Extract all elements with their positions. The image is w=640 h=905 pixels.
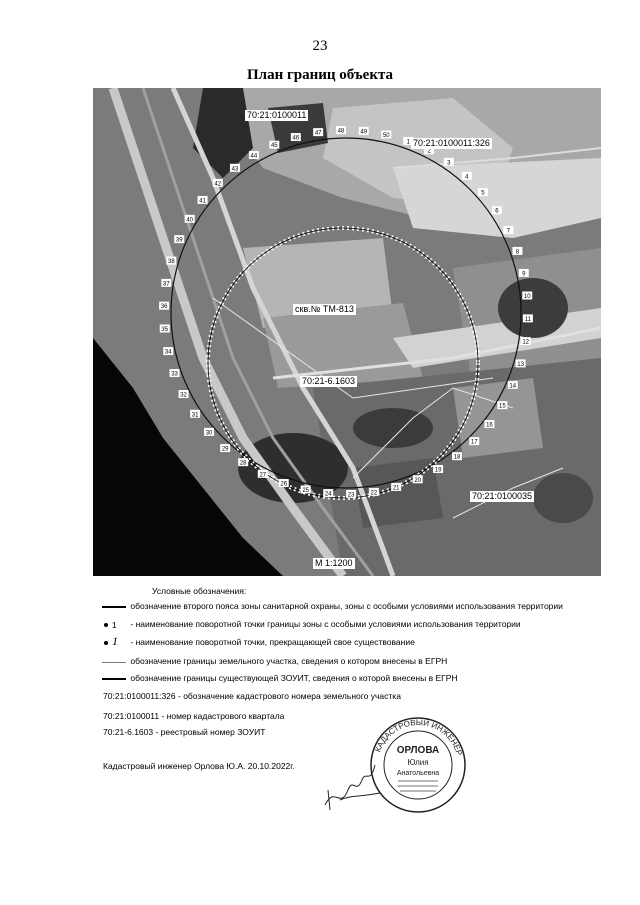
svg-text:30: 30 [205,430,213,437]
registry-note: 70:21-6.1603 - реестровый номер ЗОУИТ [103,727,266,737]
boundary-point [213,179,223,188]
svg-text:19: 19 [434,467,442,474]
engineer-line: Кадастровый инженер Орлова Ю.А. 20.10.2022г. [103,761,295,771]
svg-text:41: 41 [199,198,206,205]
svg-text:45: 45 [270,143,278,150]
boundary-point [523,314,533,323]
boundary-point [179,390,189,399]
boundary-point [220,444,230,453]
svg-text:14: 14 [509,383,517,390]
svg-text:9: 9 [522,271,526,278]
svg-text:5: 5 [481,190,485,197]
svg-text:32: 32 [180,392,187,399]
boundary-point [522,292,532,301]
thick-line-symbol [100,673,128,685]
svg-text:35: 35 [161,326,169,333]
boundary-point [462,172,472,181]
boundary-point [516,359,526,368]
boundary-point [452,452,462,461]
boundary-point [484,420,494,429]
svg-text:20: 20 [414,477,422,484]
boundary-point [163,347,173,356]
boundary-point [359,127,369,136]
boundary-point [497,401,507,410]
svg-text:29: 29 [221,446,229,453]
boundary-point [161,279,171,288]
boundary-point [508,381,518,390]
legend-title: Условные обозначения: [152,586,247,596]
stamp-surname: ОРЛОВА [396,745,440,756]
boundary-point [503,226,513,235]
legend-item: обозначение границы земельного участка, сведения о котором внесены в ЕГРН [100,655,447,667]
svg-text:27: 27 [259,472,267,479]
svg-text:49: 49 [360,129,368,136]
cadastral-number-note: 70:21:0100011:326 - обозначение кадастрового номера земельного участка [103,691,401,701]
boundary-point [444,158,454,167]
map-canvas [93,88,601,576]
boundary-point [170,369,180,378]
svg-text:33: 33 [171,371,178,378]
svg-text:17: 17 [470,439,478,446]
boundary-point [160,324,170,333]
svg-text:40: 40 [186,217,194,224]
boundary-point [174,235,184,244]
boundary-point [258,470,268,479]
svg-text:16: 16 [486,422,493,429]
svg-text:21: 21 [392,485,400,492]
legend-item: 1 - наименование поворотной точки, прекращающей свое существование [100,636,415,648]
well-label: скв.№ ТМ-813 [295,304,354,314]
svg-text:36: 36 [160,304,168,311]
svg-text:48: 48 [337,128,345,135]
svg-text:34: 34 [164,349,172,356]
svg-text:38: 38 [168,259,175,266]
svg-text:18: 18 [453,454,461,461]
boundary-point [313,128,323,137]
stamp-patronymic: Анатольевна [396,770,440,777]
quarter-label: 70:21:0100011 [247,110,307,120]
svg-text:28: 28 [239,460,247,467]
boundary-point [166,257,176,266]
svg-text:22: 22 [370,490,378,497]
boundary-point [238,458,248,467]
svg-text:15: 15 [498,403,506,410]
scale-label: М 1:1200 [315,558,353,568]
svg-text:44: 44 [250,153,258,160]
boundary-point [279,479,289,488]
svg-text:6: 6 [495,208,499,215]
svg-text:2: 2 [427,148,431,155]
svg-text:4: 4 [465,174,469,181]
svg-text:37: 37 [162,281,170,288]
svg-text:47: 47 [314,130,322,137]
cadastral-map [93,88,601,576]
point-symbol: 1 [100,619,128,631]
svg-text:50: 50 [382,133,390,140]
quarter-label-35: 70:21:0100035 [472,491,533,501]
svg-text:8: 8 [515,249,520,256]
svg-text:46: 46 [292,135,300,142]
legend-item: обозначение второго пояса зоны санитарной охраны, зоны с особыми условиями использования территории [100,600,563,612]
stamp-name: Юлия [407,758,429,767]
boundary-point [478,188,488,197]
legend-item: обозначение границы существующей ЗОУИТ, сведения о которой внесены в ЕГРН [100,672,458,684]
svg-text:31: 31 [191,412,199,419]
svg-text:10: 10 [523,294,531,301]
boundary-point [413,475,423,484]
svg-text:1: 1 [406,139,410,146]
thin-line-symbol [100,656,128,668]
stamp-ring-text: КАДАСТРОВЫЙ ИНЖЕНЕР [373,717,464,757]
boundary-point [521,337,531,346]
boundary-point [301,485,311,494]
boundary-point [323,489,333,498]
svg-text:26: 26 [280,481,288,488]
svg-text:42: 42 [214,181,222,188]
boundary-point [369,488,379,497]
seal-stamp [368,715,468,815]
page-title: План границ объекта [246,67,394,83]
svg-text:24: 24 [324,491,332,498]
boundary-point [230,164,240,173]
svg-text:3: 3 [447,160,451,167]
boundary-point [336,126,346,135]
boundary-point [346,490,356,499]
svg-text:12: 12 [522,339,530,346]
legend-item: 1 - наименование поворотной точки границы зоны с особыми условиями использования территории [100,618,521,630]
svg-text:43: 43 [231,166,239,173]
ceased-point-symbol: 1 [100,637,128,649]
boundary-point [159,302,169,311]
svg-text:39: 39 [175,237,183,244]
boundary-point [249,151,259,160]
boundary-point [519,269,529,278]
svg-text:13: 13 [517,361,524,368]
svg-text:7: 7 [506,228,511,235]
page-number: 23 [312,38,328,54]
thick-line-symbol [100,601,128,613]
svg-text:11: 11 [524,316,532,323]
boundary-point [492,206,502,215]
boundary-point [269,141,279,150]
boundary-point [512,247,522,256]
boundary-point [204,428,214,437]
svg-text:25: 25 [302,487,310,494]
boundary-point [381,131,391,140]
boundary-point [469,437,479,446]
quarter-note: 70:21:0100011 - номер кадастрового квартала [103,711,285,721]
boundary-point [291,133,301,142]
svg-text:23: 23 [347,492,355,499]
zouit-label: 70:21-6.1603 [302,376,356,386]
boundary-point [391,483,401,492]
parcel-label: 70:21:0100011:326 [413,138,490,148]
boundary-point [433,465,443,474]
boundary-point [190,410,200,419]
boundary-point [198,196,208,205]
boundary-point [185,215,195,224]
